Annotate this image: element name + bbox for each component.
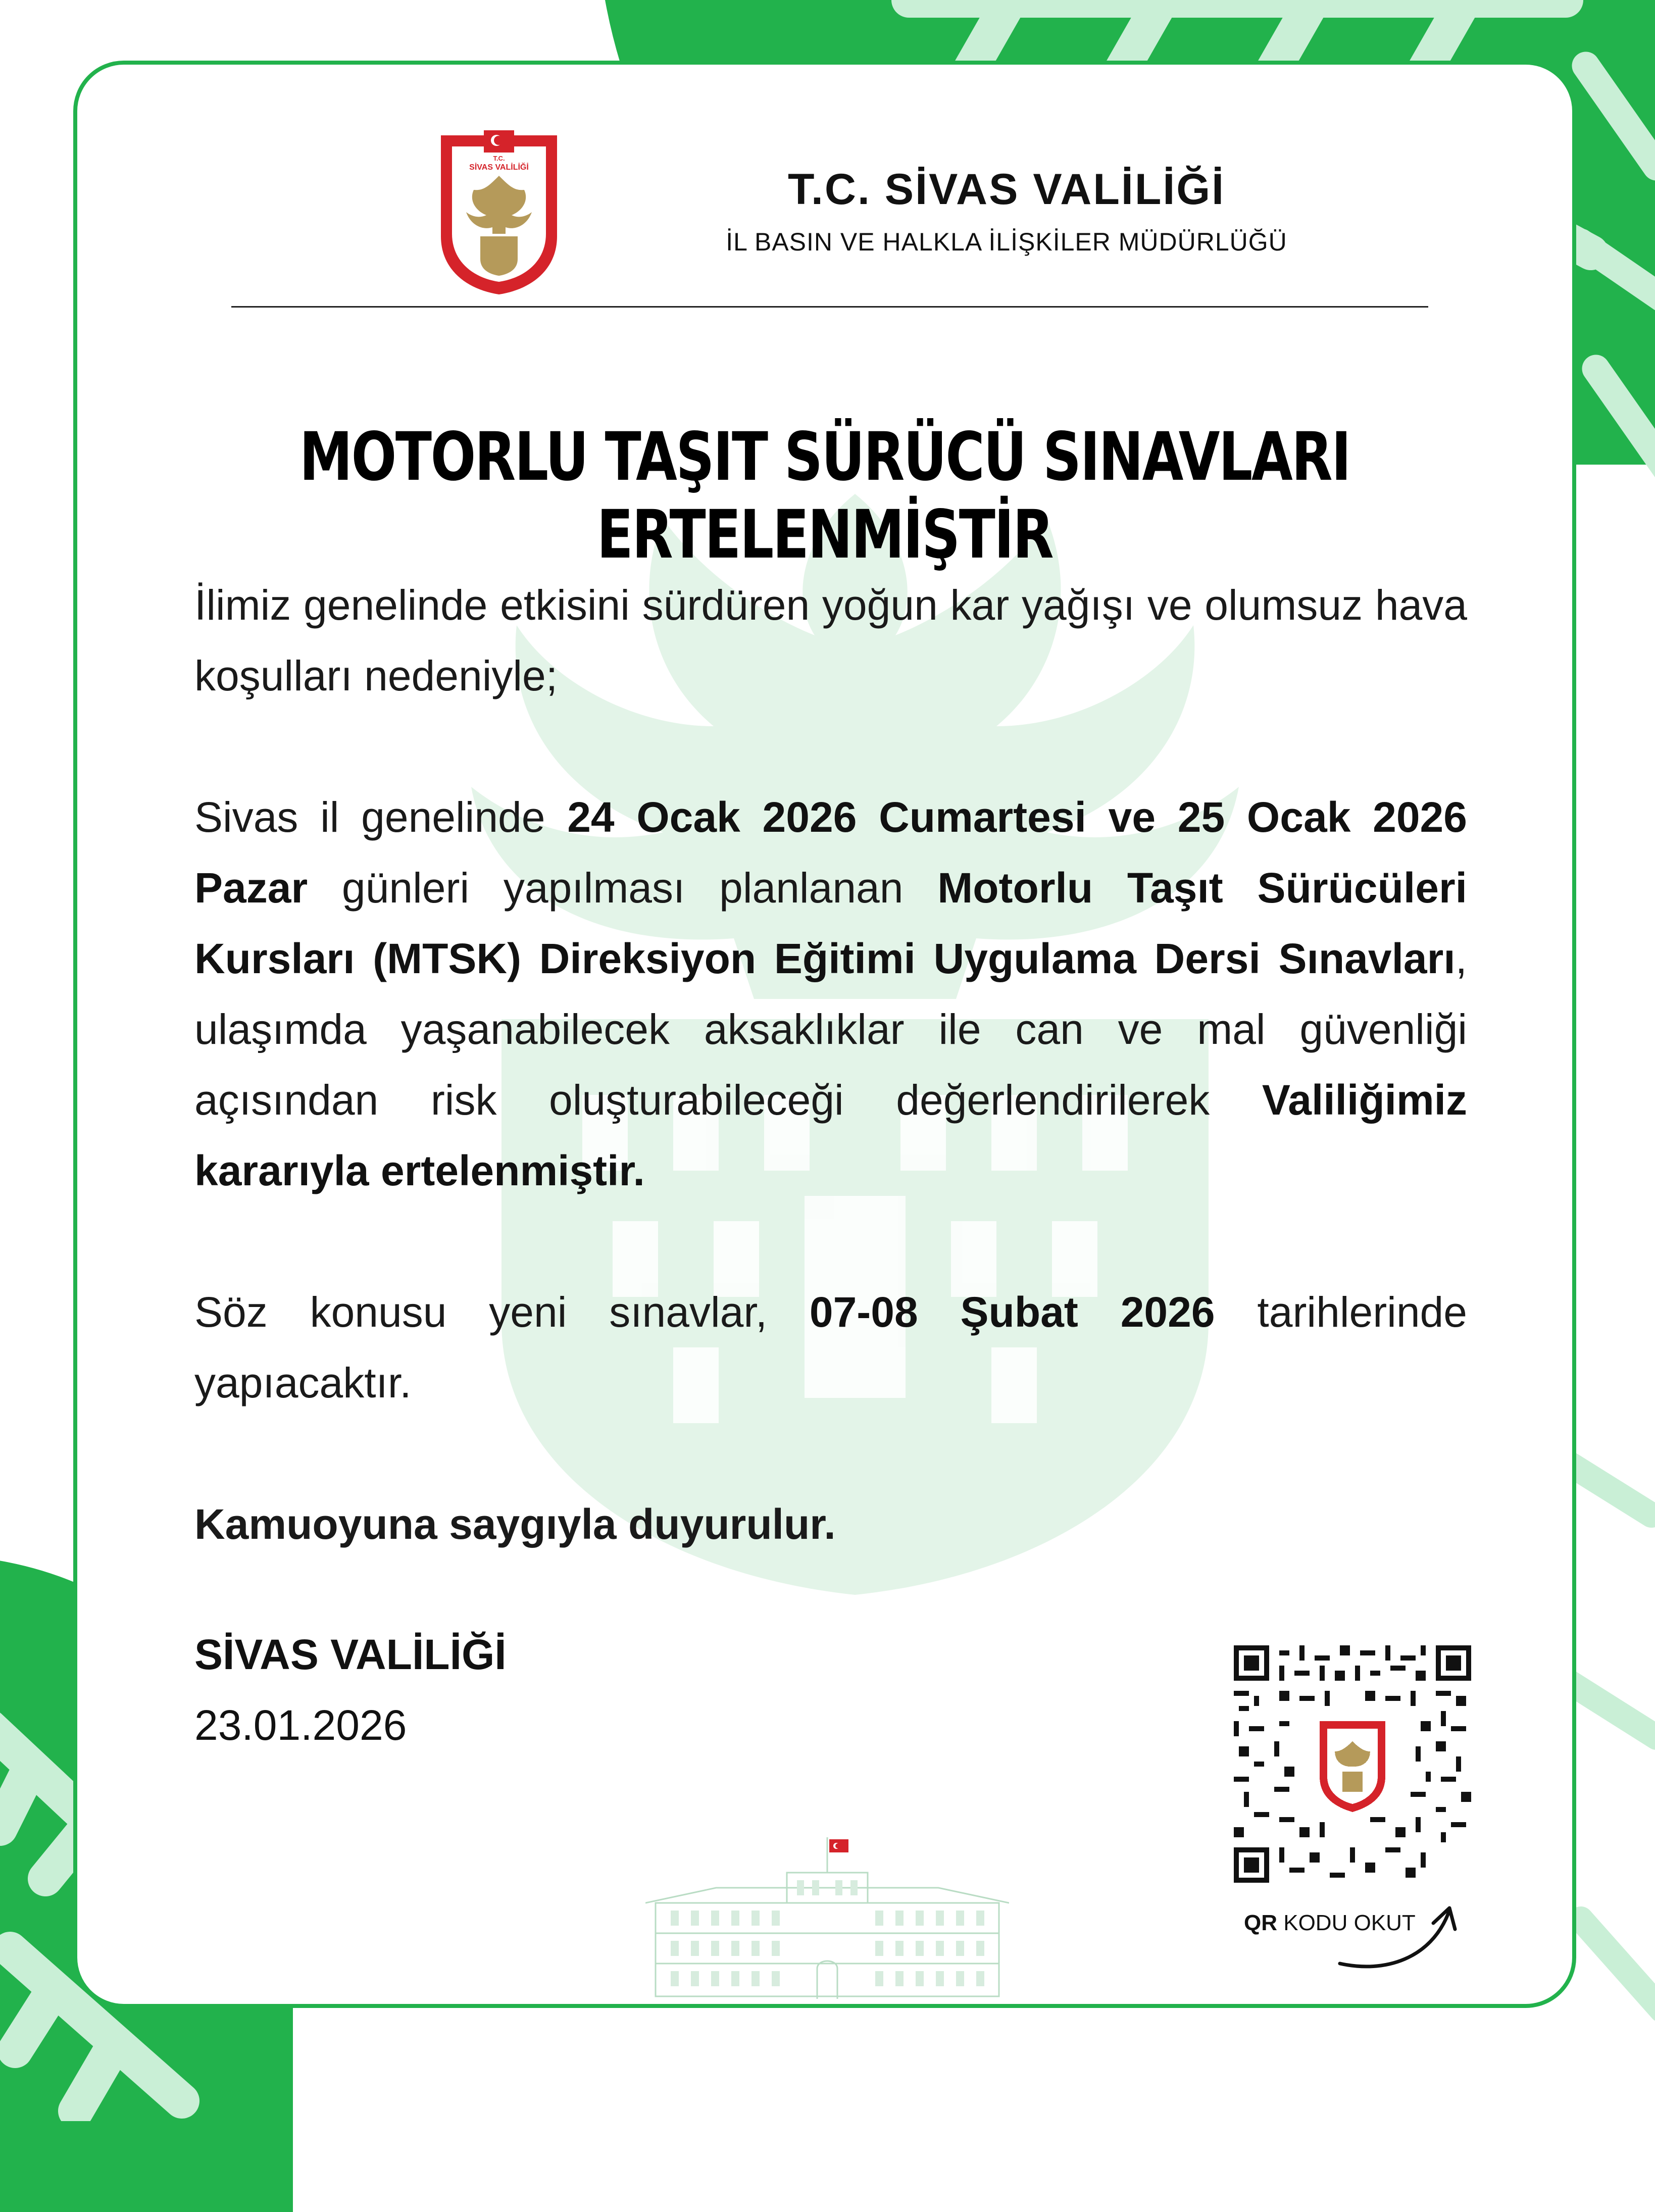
header-subtitle: İL BASIN VE HALKLA İLİŞKİLER MÜDÜRLÜĞÜ — [726, 228, 1287, 256]
logo-text-bottom: SİVAS VALİLİĞİ — [469, 163, 529, 172]
snowflake-icon — [1566, 15, 1655, 520]
sivas-valiligi-logo — [436, 130, 562, 297]
paragraph-closing: Kamuoyuna saygıyla duyurulur. — [194, 1500, 836, 1548]
header-title: T.C. SİVAS VALİLİĞİ — [787, 165, 1226, 214]
new-dates-value: 07-08 Şubat 2026 — [809, 1288, 1215, 1336]
qr-code[interactable] — [1234, 1645, 1471, 1883]
qr-label-bold: QR — [1244, 1911, 1277, 1935]
qr-label-rest: KODU OKUT — [1277, 1911, 1416, 1935]
government-building-icon — [645, 1832, 1009, 1999]
new-dates-text-1: Söz konusu yeni sınavlar, — [194, 1288, 810, 1336]
signature-org: SİVAS VALİLİĞİ — [194, 1631, 507, 1678]
curved-arrow-icon — [1330, 1888, 1461, 1979]
new-dates-text-2: tarihlerinde yapıacaktır. — [194, 1288, 1467, 1406]
announcement-title: MOTORLU TAŞIT SÜRÜCÜ SINAVLARI ERTELENMİŞTİR — [299, 418, 1350, 574]
decision-exam-name: Motorlu Taşıt Sürücüleri Kursları (MTSK) Direksiyon Eğitimi Uygulama Dersi Sınavları — [194, 864, 1467, 982]
decision-dates: 24 Ocak 2026 Cumartesi ve 25 Ocak 2026 Pazar — [194, 793, 1467, 912]
decision-text-3: , ulaşımda yaşanabilecek aksaklıklar ile can ve mal güvenliği açısından risk oluşturabileceği değerlendirilerek — [194, 935, 1467, 1124]
decision-text-2: günleri yapılması planlanan — [308, 864, 938, 912]
decision-text-1: Sivas il genelinde — [194, 793, 568, 841]
logo-text-top: T.C. — [493, 155, 505, 162]
paragraph-decision — [194, 782, 1467, 1206]
decision-result: Valiliğimiz kararıyla ertelenmiştir. — [194, 1076, 1467, 1194]
paragraph-intro: İlimiz genelinde etkisini sürdüren yoğun kar yağışı ve olumsuz hava koşulları nedeniyle; — [194, 581, 1467, 699]
signature-date: 23.01.2026 — [194, 1701, 407, 1749]
announcement-card — [73, 61, 1576, 2008]
paragraph-new-dates — [194, 1277, 1467, 1418]
header-divider — [231, 306, 1428, 308]
